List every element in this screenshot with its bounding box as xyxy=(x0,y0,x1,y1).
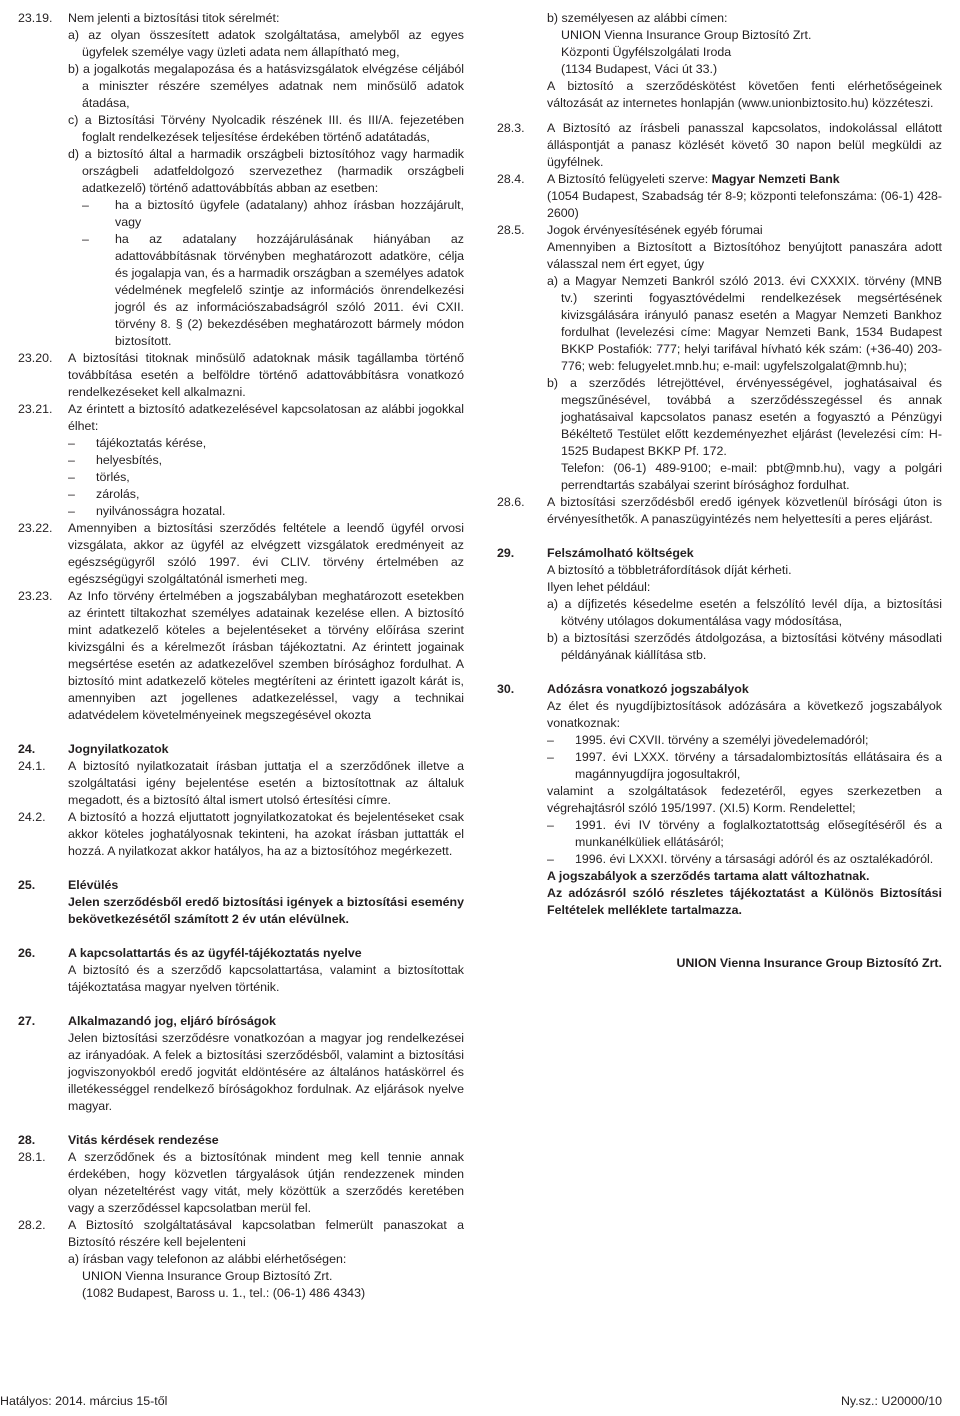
section-24-heading: 24. Jognyilatkozatok xyxy=(18,742,169,756)
list-item: – tájékoztatás kérése, xyxy=(68,436,207,450)
section-30-intro: Az élet és nyugdíjbiztosítások adózására a következő jogszabályok vonatkoznak: xyxy=(547,699,942,730)
section-23-22: 23.22. Amennyiben a biztosítási szerződés feltétele a leendő ügyfél orvosi vizsgálata, akkor az ügyfél az elvégzett vizsgálatok eredményeit az egészségügyről szóló 1997. évi CLIV. törvény értelmében az egészségügyi szolgáltatónál ismerheti meg. xyxy=(18,521,464,586)
list-item: – 1996. évi LXXXI. törvény a társasági adóról és az osztalékadóról. xyxy=(547,852,934,866)
section-23-19: 23.19. Nem jelenti a biztosítási titok sérelmét: xyxy=(18,11,280,25)
section-25-heading: 25. Elévülés xyxy=(18,878,119,892)
list-item: – nyilvánosságra hozatal. xyxy=(68,504,226,518)
page-footer xyxy=(0,1394,942,1411)
list-item: – 1991. évi IV törvény a foglalkoztatottság elősegítéséről és a munkanélküliek ellátásáról; xyxy=(547,818,942,849)
section-26-text: A biztosító és a szerződő kapcsolattartása, valamint a biztosítottak tájékoztatása magyar nyelven történik. xyxy=(68,963,464,994)
address-line: Központi Ügyfélszolgálati Iroda xyxy=(561,45,732,59)
list-item: – helyesbítés, xyxy=(68,453,163,467)
item-28-5-b-cont: Telefon: (06-1) 489-9100; e-mail: pbt@mnb.hu), vagy a polgári perrendtartás szabályai szerint bírósághoz fordulhat. xyxy=(561,461,942,492)
item-28-2-a: a) írásban vagy telefonon az alábbi elérhetőségen: xyxy=(68,1252,347,1266)
section-27-heading: 27. Alkalmazandó jog, eljáró bíróságok xyxy=(18,1014,276,1028)
section-23-23: 23.23. Az Info törvény értelmében a jogszabályban meghatározott esetekben az érintett tiltakozhat személyes adatainak kezelése ellen. A biztosító mint adatkezelő köteles a bejelentéseket a törvény előírása szerint kivizsgálni és a kérelmezőt írásban tájékoztatni. Az érintett jogainak megsértése esetén az adatkezelővel szemben bírósághoz fordulhat. A biztosító mint adatkezelő köteles megtéríteni az érintett igazolt kárát is, amennyiben azt jogellenes adatkezeléssel, vagy a technikai adatvédelem követelményeinek megszegésével okozta xyxy=(18,589,464,722)
left-column xyxy=(18,10,464,1302)
list-item: – 1997. évi LXXX. törvény a társadalombiztosítás ellátásaira és a magánnyugdíjra jogosultakról, xyxy=(547,750,942,781)
document-number: Ny.sz.: U20000/10 xyxy=(840,1394,942,1408)
item-23-19-c: c) a Biztosítási Törvény Nyolcadik részének III. és III/A. fejezetében foglalt rendelkezések teljesítése érdekében történő adatátadás, xyxy=(68,113,464,144)
item-28-2-note: A biztosító a szerződéskötést követően fenti elérhetőségeinek változását az internetes honlapján (www.unionbiztosito.hu) közzéteszi. xyxy=(547,79,942,110)
section-28-1: 28.1. A szerződőnek és a biztosítónak mindent meg kell tennie annak érdekében, hogy közvetlen tárgyalások útján rendezzenek minden olyan nézeteltérést vagy vitát, mely közöttük a szerződés keretében vagy a szerződéssel kapcsolatban merül fel. xyxy=(18,1150,464,1215)
section-26-heading: 26. A kapcsolattartás és az ügyfél-tájékoztatás nyelve xyxy=(18,946,362,960)
section-27-text: Jelen biztosítási szerződésre vonatkozóan a magyar jog rendelkezései az irányadóak. A felek a biztosítási szerződésből, valamint a biztosítási jogviszonyokból eredő jogvitát eldöntésére az általános hatáskörrel és illetékességgel rendelkező bíróságokhoz fordulnak. Az eljárások nyelve magyar. xyxy=(68,1031,464,1113)
list-item: – törlés, xyxy=(68,470,130,484)
section-28-4: 28.4. A Biztosító felügyeleti szerve: Magyar Nemzeti Bank xyxy=(497,172,840,186)
address-line: UNION Vienna Insurance Group Biztosító Zrt. xyxy=(561,28,812,42)
item-23-19-a: a) az olyan összesített adatok szolgáltatása, amelyből az egyes ügyfelek személye vagy üzleti adata nem állapítható meg, xyxy=(68,28,464,59)
section-23-20: 23.20. A biztosítási titoknak minősülő adatoknak másik tagállamba történő továbbítása esetén a belföldre történő adattovábbításra vonatkozó rendelkezéseket kell alkalmazni. xyxy=(18,351,464,399)
section-23-21: 23.21. Az érintett a biztosító adatkezelésével kapcsolatosan az alábbi jogokkal élhet: xyxy=(18,402,464,433)
section-30-note: A jogszabályok a szerződés tartama alatt változhatnak. xyxy=(547,869,870,883)
section-30-mid: valamint a szolgáltatások fedezetéről, egyes szerkezetben a végrehajtásról szóló 195/1997. (XI.5) Korm. Rendelettel; xyxy=(547,784,942,815)
list-item: – zárolás, xyxy=(68,487,140,501)
section-24-1: 24.1. A biztosító nyilatkozatait írásban juttatja el a szerződőnek illetve a szolgáltatási igény bejelentése esetén a biztosítottnak az általuk megadott, és a biztosító által ismert utolsó értesítési címre. xyxy=(18,759,464,807)
section-28-5: 28.5. Jogok érvényesítésének egyéb fórumai xyxy=(497,223,763,237)
section-29-line: A biztosító a többletráfordítások díját kérheti. xyxy=(547,563,792,577)
section-28-2: 28.2. A Biztosító szolgáltatásával kapcsolatban felmerült panaszokat a Biztosító részére kell bejelenteni xyxy=(18,1218,464,1249)
section-28-3: 28.3. A Biztosító az írásbeli panasszal kapcsolatos, indokolással ellátott álláspontját a panasz közlését követő 30 napon belül megküldi az ügyfélnek. xyxy=(497,121,942,169)
section-25-text: Jelen szerződésből eredő biztosítási igények a biztosítási esemény bekövetkezésétől számított 2 év után elévülnek. xyxy=(68,895,464,926)
item-29-a: a) a díjfizetés késedelme esetén a felszólító levél díja, a biztosítási kötvény utólagos dokumentálása vagy módosítása, xyxy=(547,597,942,628)
section-30-heading: 30. Adózásra vonatkozó jogszabályok xyxy=(497,682,749,696)
item-29-b: b) a biztosítási szerződés átdolgozása, a biztosítási kötvény másodlati példányának kiállítása stb. xyxy=(547,631,942,662)
item-28-5-b: b) a szerződés létrejöttével, érvényességével, joghatásaival és megszűnésével, továbbá a szerződésszegéssel és annak joghatásaival kapcsolatos panasz esetén a fogyasztó a Pénzügyi Békéltető Testület előtt kezdeményezhet eljárást (levelezési cím: H-1525 Budapest BKKP Pf. 172. xyxy=(547,376,942,458)
list-item: – 1995. évi CXVII. törvény a személyi jövedelemadóról; xyxy=(547,733,869,747)
supervisor-name: Magyar Nemzeti Bank xyxy=(711,172,840,186)
company-signature: UNION Vienna Insurance Group Biztosító Zrt. xyxy=(676,956,942,970)
dash-item: – ha a biztosító ügyfele (adatalany) ahhoz írásban hozzájárult, vagy xyxy=(82,198,464,229)
dash-item: – ha az adatalany hozzájárulásának hiányában az adattovábbításnak törvényben meghatározott adatköre, célja és jogalapja van, és a harmadik országban a személyes adatok védelmének megfelelő szintje az információs önrendelkezési jogról és az információszabadságról szóló 2011. évi CXII. törvény 8. § (2) bekezdésében meghatározott bármely módon biztosított. xyxy=(82,232,464,348)
address-line: UNION Vienna Insurance Group Biztosító Zrt. xyxy=(82,1269,333,1283)
item-28-2-b: b) személyesen az alábbi címen: xyxy=(547,11,728,25)
item-23-19-b: b) a jogalkotás megalapozása és a hatásvizsgálatok elvégzése céljából a miniszter részére személyes adatnak nem minősülő adatok átadása, xyxy=(68,62,464,110)
section-29-line: Ilyen lehet például: xyxy=(547,580,651,594)
section-28-5-intro: Amennyiben a Biztosított a Biztosítóhoz benyújtott panaszára adott válasszal nem ért egyet, úgy xyxy=(547,240,942,271)
section-28-heading: 28. Vitás kérdések rendezése xyxy=(18,1133,219,1147)
address-line: (1082 Budapest, Baross u. 1., tel.: (06-1) 486 4343) xyxy=(82,1286,366,1300)
item-23-19-d: d) a biztosító által a harmadik országbeli biztosítóhoz vagy harmadik országbeli adatfeldolgozó szervezethez (harmadik országbeli adatkezelő) történő adattovábbítás abban az esetben: xyxy=(68,147,464,195)
section-24-2: 24.2. A biztosító a hozzá eljuttatott jognyilatkozatokat és bejelentéseket csak akkor köteles joghatályosnak tekinteni, ha azokat írásban juttatták el hozzá. A nyilatkozat akkor hatályos, ha az a biztosítóhoz megérkezett. xyxy=(18,810,464,858)
section-30-note: Az adózásról szóló részletes tájékoztatást a Különös Biztosítási Feltételek melléklete tartalmazza. xyxy=(547,886,942,917)
effective-date: Hatályos: 2014. március 15-től xyxy=(0,1394,168,1408)
section-28-6: 28.6. A biztosítási szerződésből eredő igények közvetlenül bírósági úton is érvényesíthetők. A panaszügyintézés nem helyettesíti a peres eljárást. xyxy=(497,495,942,526)
item-28-5-a: a) a Magyar Nemzeti Bankról szóló 2013. évi CXXXIX. törvény (MNB tv.) szerinti fogyasztóvédelmi rendelkezések megsértésének kivizsgálására irányuló panasz esetén a Magyar Nemzeti Bankhoz fordulhat (levelezési címe: Magyar Nemzeti Bank, 1534 Budapest BKKP Postafiók: 777; helyi tarifával hívható kék szám: (+36-40) 203-776; web: felugyelet.mnb.hu; e-mail: ugyfelszolgalat@mnb.hu); xyxy=(547,274,942,373)
right-column xyxy=(497,10,942,972)
section-29-heading: 29. Felszámolható költségek xyxy=(497,546,694,560)
address-line: (1134 Budapest, Váci út 33.) xyxy=(561,62,718,76)
supervisor-address: (1054 Budapest, Szabadság tér 8-9; központi telefonszáma: (06-1) 428-2600) xyxy=(547,189,942,220)
